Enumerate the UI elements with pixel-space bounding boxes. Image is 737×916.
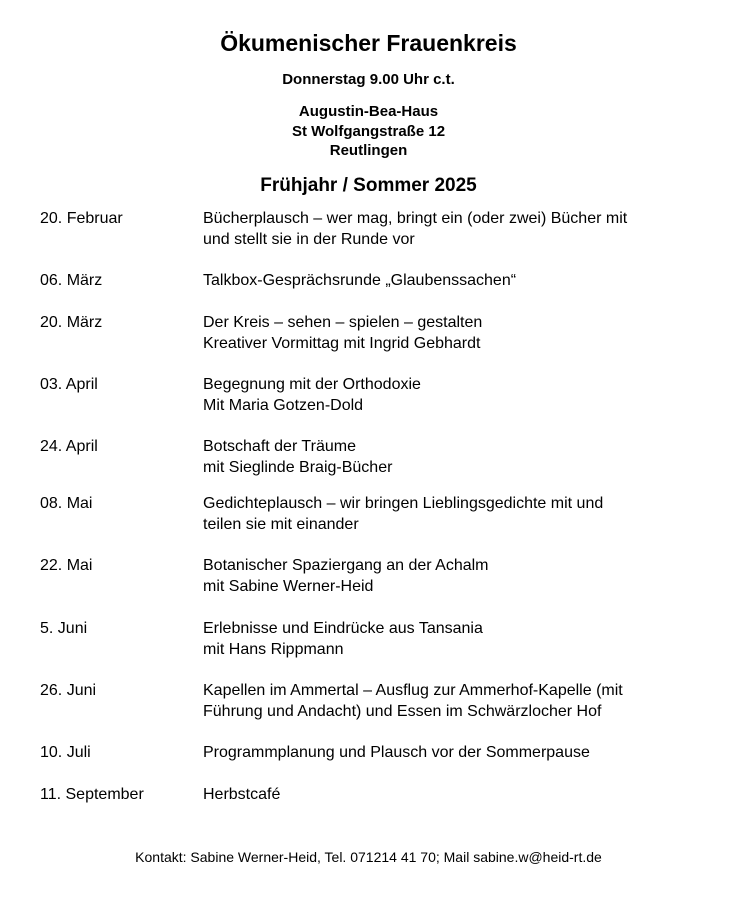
address-city: Reutlingen (329, 142, 408, 159)
event-description-line: Programmplanung und Plausch vor der Sommerpause (203, 744, 590, 761)
event-date: 20. März (40, 314, 103, 331)
page-title: Ökumenischer Frauenkreis (220, 30, 517, 56)
event-description-line: Kapellen im Ammertal – Ausflug zur Ammerhof-Kapelle (mit (203, 682, 623, 699)
event-description (203, 619, 703, 660)
event-date: 06. März (40, 272, 103, 289)
event-description-line: Bücherplausch – wer mag, bringt ein (oder zwei) Bücher mit (203, 210, 628, 227)
event-description-line: Talkbox-Gesprächsrunde „Glaubenssachen“ (203, 272, 517, 289)
event-description (203, 556, 703, 597)
event-description (203, 494, 703, 535)
event-description-line: Botanischer Spaziergang an der Achalm (203, 557, 489, 574)
event-description-line: Erlebnisse und Eindrücke aus Tansania (203, 620, 483, 637)
event-description (203, 209, 703, 250)
event-date: 08. Mai (40, 495, 93, 512)
event-description-line: mit Sieglinde Braig-Bücher (203, 458, 393, 476)
event-date: 11. September (40, 786, 144, 803)
event-description (203, 681, 703, 722)
event-description (203, 313, 703, 354)
event-description-line: mit Hans Rippmann (203, 640, 344, 658)
event-description-line: Herbstcafé (203, 786, 281, 803)
event-description-line: teilen sie mit einander (203, 515, 359, 533)
event-description-line: Der Kreis – sehen – spielen – gestalten (203, 314, 483, 331)
event-description (203, 743, 703, 764)
address-street: St Wolfgangstraße 12 (291, 122, 446, 140)
address-building: Augustin-Bea-Haus (298, 103, 439, 120)
event-date: 26. Juni (40, 682, 97, 699)
meeting-time: Donnerstag 9.00 Uhr c.t. (282, 71, 455, 88)
event-description-line: und stellt sie in der Runde vor (203, 230, 415, 248)
event-description-line: Führung und Andacht) und Essen im Schwärzlocher Hof (203, 702, 602, 720)
event-description (203, 375, 703, 416)
address-block (0, 102, 737, 161)
event-description (203, 437, 703, 478)
event-date: 5. Juni (40, 620, 88, 637)
event-date: 22. Mai (40, 557, 93, 574)
event-description (203, 271, 703, 292)
event-description-line: Mit Maria Gotzen-Dold (203, 396, 364, 414)
event-description-line: Begegnung mit der Orthodoxie (203, 376, 421, 393)
event-description (203, 785, 703, 806)
event-description-line: Botschaft der Träume (203, 438, 356, 455)
event-date: 10. Juli (40, 744, 91, 761)
event-description-line: Kreativer Vormittag mit Ingrid Gebhardt (203, 334, 481, 352)
event-date: 24. April (40, 438, 98, 455)
event-date: 20. Februar (40, 210, 123, 227)
event-description-line: Gedichteplausch – wir bringen Lieblingsgedichte mit und (203, 495, 604, 512)
event-date: 03. April (40, 376, 98, 393)
event-description-line: mit Sabine Werner-Heid (203, 577, 374, 595)
contact-footer: Kontakt: Sabine Werner-Heid, Tel. 071214 41 70; Mail sabine.w@heid-rt.de (135, 849, 602, 865)
season-heading: Frühjahr / Sommer 2025 (260, 175, 477, 196)
